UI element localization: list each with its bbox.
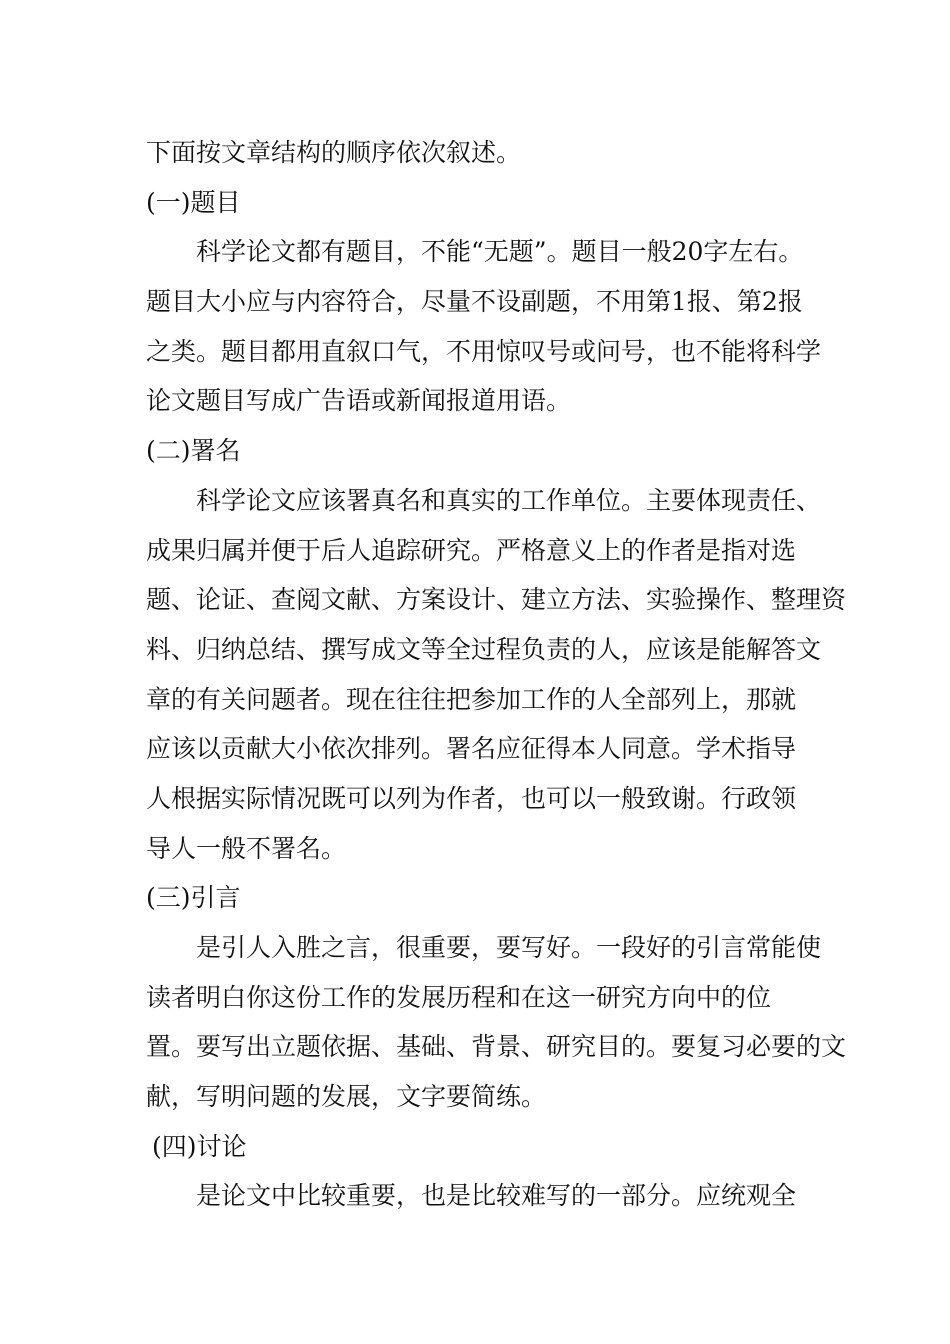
paragraph-line: 置。要写出立题依据、基础、背景、研究目的。要复习必要的文 xyxy=(146,1032,847,1062)
paragraph-line: 是引人入胜之言，很重要，要写好。一段好的引言常能使 xyxy=(196,933,822,962)
paragraph-line: 读者明白你这份工作的发展历程和在这一研究方向中的位 xyxy=(146,982,772,1012)
paragraph-line: 献，写明问题的发展，文字要简练。 xyxy=(146,1082,547,1112)
paragraph-line: 科学论文都有题目，不能“无题”。题目一般20字左右。 xyxy=(196,237,804,267)
section-heading-discussion: (四)讨论 xyxy=(152,1131,247,1161)
paragraph-line: 论文题目写成广告语或新闻报道用语。 xyxy=(146,386,572,416)
paragraph-line: 是论文中比较重要，也是比较难写的一部分。应统观全 xyxy=(196,1181,797,1211)
paragraph-line: 科学论文应该署真名和真实的工作单位。主要体现责任、 xyxy=(196,485,822,515)
section-heading-authorship: (二)署名 xyxy=(146,436,241,466)
paragraph-line: 导人一般不署名。 xyxy=(146,833,347,863)
paragraph-line: 人根据实际情况既可以列为作者，也可以一般致谢。行政领 xyxy=(146,783,797,813)
paragraph-line: 之类。题目都用直叙口气，不用惊叹号或问号，也不能将科学 xyxy=(146,336,822,366)
section-heading-title: (一)题目 xyxy=(146,187,241,217)
intro-line: 下面按文章结构的顺序依次叙述。 xyxy=(146,138,522,167)
section-heading-introduction: (三)引言 xyxy=(146,883,241,913)
paragraph-line: 章的有关问题者。现在往往把参加工作的人全部列上，那就 xyxy=(146,684,797,714)
paragraph-line: 题、论证、查阅文献、方案设计、建立方法、实验操作、整理资 xyxy=(146,585,847,615)
paragraph-line: 料、归纳总结、撰写成文等全过程负责的人，应该是能解答文 xyxy=(146,634,822,664)
paragraph-line: 应该以贡献大小依次排列。署名应征得本人同意。学术指导 xyxy=(146,734,797,764)
paragraph-line: 题目大小应与内容符合，尽量不设副题，不用第1报、第2报 xyxy=(146,287,803,317)
paragraph-line: 成果归属并便于后人追踪研究。严格意义上的作者是指对选 xyxy=(146,535,797,565)
document-body xyxy=(146,128,847,1221)
